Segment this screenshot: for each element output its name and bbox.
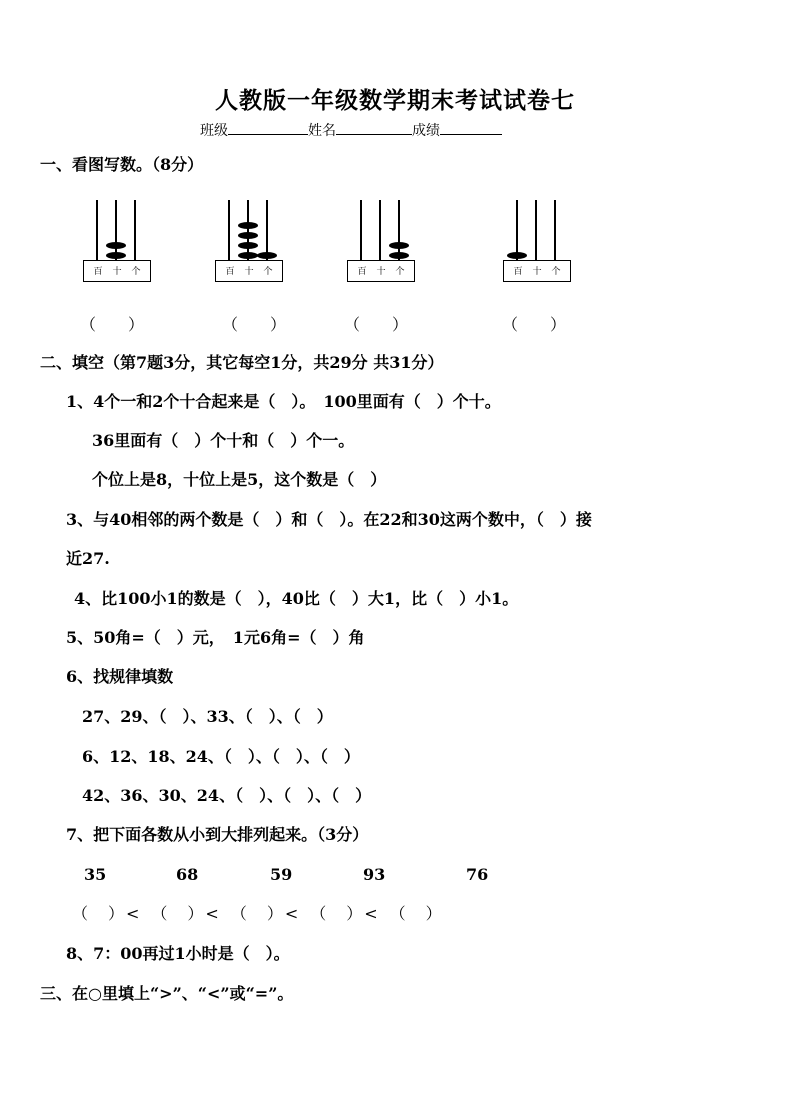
question-3b: 近27. [66, 549, 110, 568]
abacus-rod-ones [398, 200, 400, 260]
abacus-base [347, 260, 415, 282]
question-6c: 42、36、30、24、（ ）、（ ）、（ ） [82, 786, 372, 805]
place-label-ones: 个 [395, 267, 405, 277]
abacus-rod-ones [134, 200, 136, 260]
question-6a: 27、29、（ ）、33、（ ）、（ ） [82, 707, 333, 726]
abacus-bead [389, 252, 409, 259]
place-label-ones: 个 [131, 267, 141, 277]
place-label-hundreds: 百 [225, 267, 235, 277]
section2-heading: 二、填空（第7题3分，其它每空1分，共29分 共31分） [40, 353, 444, 372]
abacus-bead [238, 242, 258, 249]
abacus-rod-ones [266, 200, 268, 260]
place-label-tens: 十 [112, 267, 122, 277]
question-5: 5、50角=（ ）元， 1元6角=（ ）角 [66, 628, 365, 647]
q7-number-2: 68 [176, 865, 199, 884]
abacus-bead [507, 252, 527, 259]
abacus-1 [83, 200, 153, 284]
question-3a: 3、与40相邻的两个数是（ ）和（ ）。在22和30这两个数中，（ ）接 [66, 510, 592, 529]
abacus-rod-hundreds [96, 200, 98, 260]
abacus-rod-hundreds [516, 200, 518, 260]
abacus-2 [215, 200, 285, 284]
abacus-bead [238, 232, 258, 239]
abacus-4 [503, 200, 573, 284]
question-6b: 6、12、18、24、（ ）、（ ）、（ ） [82, 747, 360, 766]
q7-number-1: 35 [84, 865, 107, 884]
abacus-rod-tens [247, 200, 249, 260]
section1-heading: 一、看图写数。（8分） [40, 155, 204, 174]
answer-paren-1[interactable]: （ ） [80, 315, 145, 334]
name-label: 姓名 [308, 123, 336, 139]
abacus-3 [347, 200, 417, 284]
place-label-ones: 个 [263, 267, 273, 277]
class-blank[interactable] [228, 120, 308, 135]
q7-number-5: 76 [466, 865, 489, 884]
abacus-base [503, 260, 571, 282]
abacus-bead [238, 252, 258, 259]
place-label-hundreds: 百 [357, 267, 367, 277]
abacus-rod-tens [379, 200, 381, 260]
name-blank[interactable] [336, 120, 412, 135]
abacus-rod-tens [115, 200, 117, 260]
page-title: 人教版一年级数学期末考试试卷七 [215, 87, 575, 114]
q7-ordering-blanks[interactable]: （ ）< （ ）< （ ）< （ ）< （ ） [72, 904, 444, 923]
question-4: 4、比100小1的数是（ ），40比（ ）大1，比（ ）小1。 [74, 589, 519, 608]
score-blank[interactable] [440, 120, 502, 135]
abacus-rod-tens [535, 200, 537, 260]
q7-number-3: 59 [270, 865, 293, 884]
question-1b: 36里面有（ ）个十和（ ）个一。 [92, 431, 355, 450]
q7-number-4: 93 [363, 865, 386, 884]
abacus-rod-ones [554, 200, 556, 260]
place-label-hundreds: 百 [513, 267, 523, 277]
answer-paren-4[interactable]: （ ） [502, 315, 567, 334]
abacus-base [83, 260, 151, 282]
abacus-bead [106, 252, 126, 259]
abacus-rod-hundreds [228, 200, 230, 260]
answer-paren-3[interactable]: （ ） [344, 315, 409, 334]
place-label-tens: 十 [376, 267, 386, 277]
abacus-bead [106, 242, 126, 249]
abacus-bead [389, 242, 409, 249]
answer-paren-2[interactable]: （ ） [222, 315, 287, 334]
question-8: 8、7：00再过1小时是（ ）。 [66, 944, 290, 963]
place-label-tens: 十 [244, 267, 254, 277]
abacus-bead [257, 252, 277, 259]
abacus-bead [238, 222, 258, 229]
place-label-hundreds: 百 [93, 267, 103, 277]
question-1a: 1、4个一和2个十合起来是（ ）。 100里面有（ ）个十。 [66, 392, 501, 411]
question-1c: 个位上是8，十位上是5，这个数是（ ） [92, 470, 387, 489]
class-label: 班级 [200, 123, 228, 139]
abacus-base [215, 260, 283, 282]
place-label-tens: 十 [532, 267, 542, 277]
student-info [200, 120, 502, 140]
place-label-ones: 个 [551, 267, 561, 277]
question-6: 6、找规律填数 [66, 667, 174, 686]
question-7: 7、把下面各数从小到大排列起来。（3分） [66, 825, 369, 844]
section3-heading: 三、在○里填上“>”、“<”或“=”。 [40, 984, 294, 1003]
score-label: 成绩 [412, 123, 440, 139]
abacus-rod-hundreds [360, 200, 362, 260]
